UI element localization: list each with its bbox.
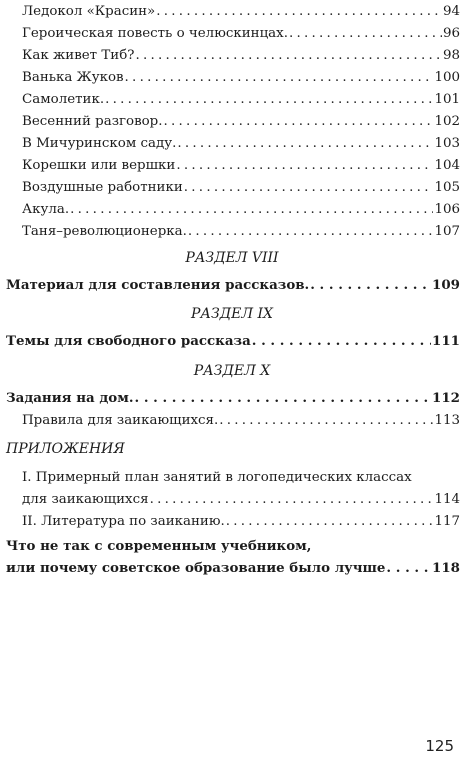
dot-leader	[226, 513, 434, 531]
toc-entry-title: I. Примерный план занятий в логопедических классах	[22, 470, 412, 485]
toc-entry	[22, 513, 460, 531]
appendix-heading: ПРИЛОЖЕНИЯ	[6, 441, 125, 457]
toc-entry-title: Как живет Тиб?	[22, 48, 135, 63]
toc-entry	[22, 412, 460, 430]
dot-leader	[70, 201, 433, 219]
toc-entry-page: 117	[434, 514, 460, 529]
dot-leader	[289, 25, 442, 43]
dot-leader	[252, 332, 431, 350]
dot-leader	[219, 412, 433, 430]
toc-entry-page: 109	[432, 277, 460, 293]
toc-entry	[22, 25, 460, 43]
dot-leader	[135, 389, 432, 407]
toc-entry-title: или почему советское образование было лучше	[6, 560, 386, 576]
toc-entry-page: 111	[432, 333, 460, 349]
toc-entry-page: 98	[442, 48, 460, 63]
section-heading: РАЗДЕЛ IX	[191, 306, 273, 322]
toc-entry-page: 104	[434, 158, 460, 173]
dot-leader	[188, 223, 434, 241]
toc-entry-page: 101	[434, 92, 460, 107]
dot-leader	[177, 135, 433, 153]
toc-entry-title: Материал для составления рассказов.	[6, 277, 310, 293]
toc-entry	[22, 201, 460, 219]
toc-entry	[22, 179, 460, 197]
toc-entry-page: 105	[434, 180, 460, 195]
page-number: 125	[425, 737, 454, 755]
toc-entry-page: 102	[434, 114, 460, 129]
dot-leader	[135, 47, 442, 65]
toc-entry-title: Задания на дом.	[6, 390, 134, 406]
toc-entry-title: Таня–революционерка.	[22, 224, 187, 239]
toc-main-entry	[6, 559, 460, 577]
toc-entry-title: II. Литература по заиканию.	[22, 514, 225, 529]
toc-entry	[22, 113, 460, 131]
toc-entry-title: Ледокол «Красин»	[22, 4, 156, 19]
dot-leader	[386, 559, 431, 577]
toc-entry-page: 96	[442, 26, 460, 41]
toc-entry-title: Корешки или вершки	[22, 158, 176, 173]
toc-entry-title: Весенний разговор.	[22, 114, 163, 129]
toc-entry	[22, 157, 460, 175]
toc-entry	[22, 491, 460, 509]
toc-entry	[22, 135, 460, 153]
dot-leader	[125, 69, 434, 87]
toc-entry-page: 114	[434, 492, 460, 507]
toc-main-entry	[6, 276, 460, 294]
toc-entry-title: Самолетик.	[22, 92, 105, 107]
toc-entry-page: 106	[434, 202, 460, 217]
toc-entry-page: 118	[432, 560, 460, 576]
toc-entry	[22, 69, 460, 87]
dot-leader	[176, 157, 433, 175]
toc-entry-title: Темы для свободного рассказа	[6, 333, 251, 349]
toc-entry	[22, 47, 460, 65]
toc-entry-title: Акула.	[22, 202, 70, 217]
dot-leader	[164, 113, 434, 131]
toc-entry	[22, 223, 460, 241]
toc-entry	[22, 3, 460, 21]
toc-entry-page: 100	[434, 70, 460, 85]
toc-entry-title: Правила для заикающихся.	[22, 413, 219, 428]
toc-entry-title: Ванька Жуков	[22, 70, 124, 85]
section-heading: РАЗДЕЛ X	[193, 363, 271, 379]
dot-leader	[184, 179, 434, 197]
toc-entry-page: 107	[434, 224, 460, 239]
toc-entry-page: 94	[442, 4, 460, 19]
toc-main-entry	[6, 389, 460, 407]
section-heading: РАЗДЕЛ VIII	[185, 250, 279, 266]
toc-entry-title: для заикающихся	[22, 492, 149, 507]
dot-leader	[156, 3, 442, 21]
toc-entry-page: 112	[432, 390, 460, 406]
toc-entry-page: 113	[434, 413, 460, 428]
toc-entry-title: Что не так с современным учебником,	[6, 538, 312, 554]
toc-entry	[22, 91, 460, 109]
dot-leader	[310, 276, 431, 294]
dot-leader	[105, 91, 433, 109]
dot-leader	[150, 491, 434, 509]
toc-main-entry	[6, 332, 460, 350]
toc-entry-title: Воздушные работники	[22, 180, 183, 195]
toc-entry-title: В Мичуринском саду.	[22, 136, 177, 151]
toc-entry-title: Героическая повесть о челюскинцах.	[22, 26, 288, 41]
toc-entry-page: 103	[434, 136, 460, 151]
